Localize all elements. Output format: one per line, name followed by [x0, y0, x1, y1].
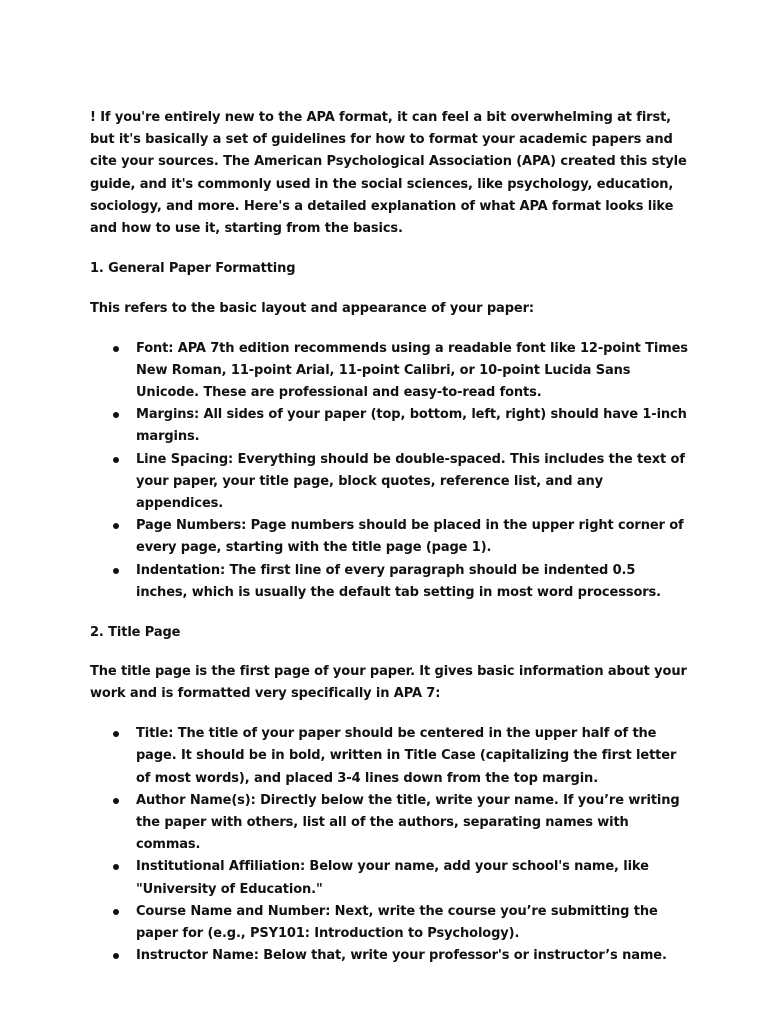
list-item-text: Indentation: The first line of every paragraph should be indented 0.5 inches, which is usually the default tab setting in most word processors. [136, 562, 661, 600]
bullet-icon [113, 457, 119, 463]
list-item-indentation [90, 560, 690, 604]
list-item-author-names [90, 790, 690, 857]
general-formatting-list [90, 338, 690, 604]
list-item-line-spacing [90, 449, 690, 516]
section-lead-general-formatting: This refers to the basic layout and appearance of your paper: [90, 300, 534, 316]
list-item-text: Line Spacing: Everything should be double-spaced. This includes the text of your paper, your title page, block quotes, reference list, and any appendices. [136, 451, 685, 512]
list-item-text: Page Numbers: Page numbers should be placed in the upper right corner of every page, starting with the title page (page 1). [136, 518, 684, 556]
document-body [90, 107, 690, 985]
list-item-text: Author Name(s): Directly below the title, write your name. If you’re writing the paper with others, list all of the authors, separating names with commas. [136, 792, 680, 853]
list-item-text: Margins: All sides of your paper (top, bottom, left, right) should have 1-inch margins. [136, 407, 687, 445]
bullet-icon [113, 909, 119, 915]
bullet-icon [113, 412, 119, 418]
list-item-font [90, 338, 690, 405]
bullet-icon [113, 953, 119, 959]
bullet-icon [113, 568, 119, 574]
list-item-page-numbers [90, 515, 690, 559]
section-heading-general-formatting: 1. General Paper Formatting [90, 261, 296, 277]
section-lead-title-page: The title page is the first page of your paper. It gives basic information about your work and is formatted very specifically in APA 7: [90, 664, 687, 702]
bullet-icon [113, 731, 119, 737]
list-item-title [90, 723, 690, 790]
list-item-instructor-name [90, 945, 690, 967]
list-item-margins [90, 404, 690, 448]
list-item-text: Title: The title of your paper should be centered in the upper half of the page. It should be in bold, written in Title Case (capitalizing the first letter of most words), and placed 3-4 lines down from the top margin. [136, 726, 677, 786]
intro-paragraph: ! If you're entirely new to the APA format, it can feel a bit overwhelming at first, but it's basically a set of guidelines for how to format your academic papers and cite your sources. The American Psychological Association (APA) created this style guide, and it's commonly used in the social sciences, like psychology, education, sociology, and more. Here's a detailed explanation of what APA format looks like and how to use it, starting from the basics. [90, 110, 687, 237]
list-item-text: Instructor Name: Below that, write your professor's or instructor’s name. [136, 948, 667, 964]
bullet-icon [113, 864, 119, 870]
bullet-icon [113, 798, 119, 804]
bullet-icon [113, 523, 119, 529]
list-item-institutional-affiliation [90, 856, 690, 900]
list-item-text: Course Name and Number: Next, write the course you’re submitting the paper for (e.g., PSY101: Introduction to Psychology). [136, 903, 658, 941]
title-page-list [90, 723, 690, 967]
list-item-text: Font: APA 7th edition recommends using a readable font like 12-point Times New Roman, 11-point Arial, 11-point Calibri, or 10-point Lucida Sans Unicode. These are professional and easy-to-read fonts. [136, 340, 688, 401]
bullet-icon [113, 346, 119, 352]
section-heading-title-page: 2. Title Page [90, 624, 181, 640]
list-item-text: Institutional Affiliation: Below your name, add your school's name, like "University of Education." [136, 859, 649, 897]
list-item-course-name [90, 901, 690, 945]
